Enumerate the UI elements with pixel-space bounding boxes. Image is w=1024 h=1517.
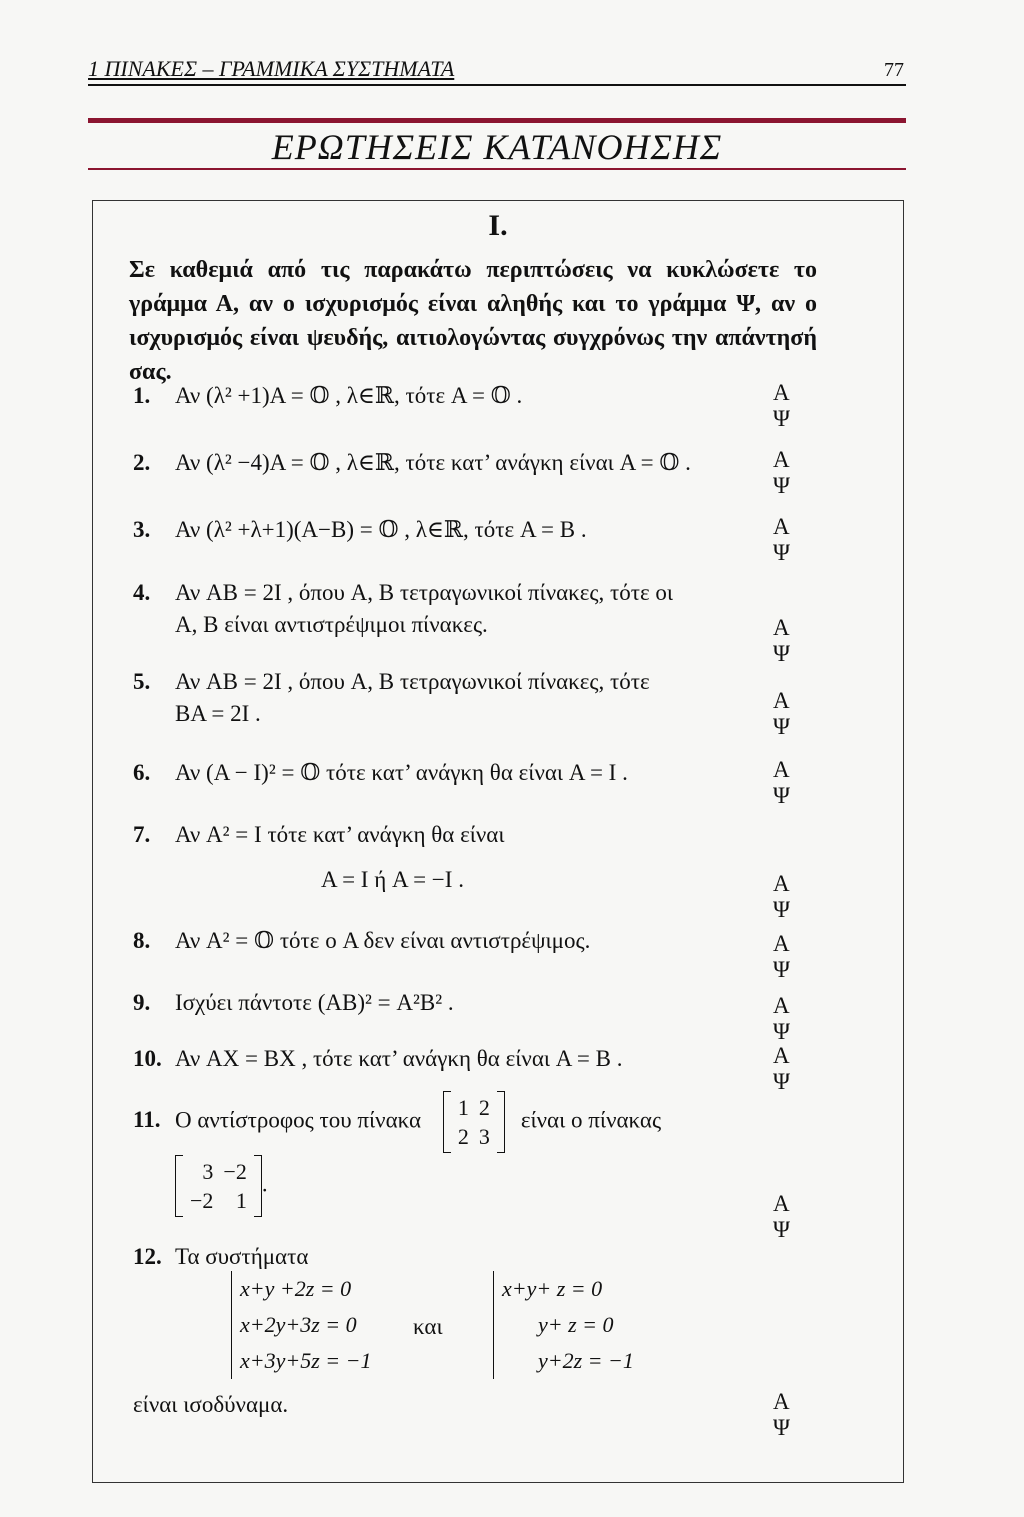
answer-true[interactable]: Α bbox=[773, 1191, 790, 1216]
question-text: Αν (A − I)² = 𝕆 τότε κατ’ ανάγκη θα είναι A = I . bbox=[175, 760, 628, 785]
question-text-line2: A = I ή A = −I . bbox=[321, 867, 464, 892]
section-label: I. bbox=[488, 209, 508, 242]
answer-false[interactable]: Ψ bbox=[773, 406, 790, 431]
answer-false[interactable]: Ψ bbox=[773, 783, 790, 808]
question-text-line2: BA = 2I . bbox=[175, 701, 261, 726]
question-9 bbox=[133, 987, 454, 1019]
matrix-cell: 1 bbox=[457, 1095, 469, 1120]
answer-choices-12 bbox=[773, 1389, 893, 1441]
question-text-post: είναι ο πίνακας bbox=[520, 1107, 662, 1133]
answer-false[interactable]: Ψ bbox=[773, 641, 790, 666]
equation: x+3y+5z = −1 bbox=[240, 1348, 372, 1373]
matrix-b bbox=[175, 1155, 262, 1217]
page-header bbox=[88, 52, 906, 86]
answer-false[interactable]: Ψ bbox=[773, 1069, 790, 1094]
answer-false[interactable]: Ψ bbox=[773, 1019, 790, 1044]
question-number: 12. bbox=[133, 1244, 162, 1269]
answer-choices-2 bbox=[773, 447, 893, 499]
question-3 bbox=[133, 514, 587, 546]
system-2 bbox=[493, 1271, 634, 1379]
banner-rule-bottom bbox=[88, 168, 906, 170]
question-11 bbox=[133, 1091, 661, 1153]
question-4 bbox=[133, 577, 673, 641]
question-number: 1. bbox=[133, 383, 151, 408]
answer-false[interactable]: Ψ bbox=[773, 897, 790, 922]
answer-false[interactable]: Ψ bbox=[773, 957, 790, 982]
question-text: Αν (λ² +λ+1)(A−B) = 𝕆 , λ∈ℝ, τότε A = B . bbox=[175, 517, 587, 542]
answer-true[interactable]: Α bbox=[773, 514, 790, 539]
question-number: 3. bbox=[133, 517, 151, 542]
matrix-cell: −2 bbox=[190, 1188, 214, 1213]
question-6 bbox=[133, 757, 628, 789]
question-number: 7. bbox=[133, 822, 151, 847]
conjunction: και bbox=[413, 1314, 443, 1339]
question-2 bbox=[133, 447, 691, 479]
question-number: 10. bbox=[133, 1046, 162, 1071]
answer-choices-6 bbox=[773, 757, 893, 809]
page-number: 77 bbox=[884, 59, 904, 81]
answer-false[interactable]: Ψ bbox=[773, 473, 790, 498]
equation: x+y+ z = 0 bbox=[502, 1276, 603, 1301]
equation: x+y +2z = 0 bbox=[240, 1276, 352, 1301]
answer-false[interactable]: Ψ bbox=[773, 540, 790, 565]
question-number: 2. bbox=[133, 450, 151, 475]
question-number: 8. bbox=[133, 928, 151, 953]
answer-true[interactable]: Α bbox=[773, 447, 790, 472]
question-11-result bbox=[175, 1155, 268, 1217]
question-number: 4. bbox=[133, 580, 151, 605]
answer-choices-8 bbox=[773, 931, 893, 983]
matrix-cell: 1 bbox=[235, 1188, 247, 1213]
answer-true[interactable]: Α bbox=[773, 757, 790, 782]
question-text-pre: Τα συστήματα bbox=[175, 1244, 309, 1269]
answer-false[interactable]: Ψ bbox=[773, 1217, 790, 1242]
matrix-cell: −2 bbox=[223, 1159, 247, 1184]
banner-rule-top bbox=[88, 118, 906, 123]
answer-choices-9 bbox=[773, 993, 893, 1045]
instructions: Σε καθεμιά από τις παρακάτω περιπτώσεις να κυκλώσετε το γράμμα Α, αν ο ισχυρισμός είναι αληθής και το γράμμα Ψ, αν ο ισχυρισμός είναι ψευδής, αιτιολογώντας συγχρόνως την απάντησή σας. bbox=[129, 257, 817, 385]
answer-choices-7 bbox=[773, 871, 893, 923]
question-8 bbox=[133, 925, 590, 957]
answer-true[interactable]: Α bbox=[773, 688, 790, 713]
answer-choices-5 bbox=[773, 688, 893, 740]
answer-choices-3 bbox=[773, 514, 893, 566]
question-text: Ισχύει πάντοτε (AB)² = A²B² . bbox=[175, 990, 454, 1015]
answer-true[interactable]: Α bbox=[773, 380, 790, 405]
question-number: 11. bbox=[133, 1107, 161, 1133]
question-12 bbox=[133, 1241, 308, 1273]
question-10 bbox=[133, 1043, 622, 1075]
answer-true[interactable]: Α bbox=[773, 871, 790, 896]
answer-true[interactable]: Α bbox=[773, 1043, 790, 1068]
question-text-pre: Ο αντίστροφος του πίνακα bbox=[175, 1107, 422, 1133]
matrix-cell: 3 bbox=[202, 1159, 214, 1184]
question-5 bbox=[133, 666, 650, 730]
answer-choices-11 bbox=[773, 1191, 893, 1243]
question-text-tail: . bbox=[261, 1171, 268, 1197]
question-text: Αν (λ² +1)A = 𝕆 , λ∈ℝ, τότε A = 𝕆 . bbox=[175, 383, 523, 408]
question-number: 5. bbox=[133, 669, 151, 694]
equation: y+2z = −1 bbox=[538, 1348, 634, 1373]
banner-title: ΕΡΩΤΗΣΕΙΣ ΚΑΤΑΝΟΗΣΗΣ bbox=[271, 127, 723, 167]
answer-true[interactable]: Α bbox=[773, 615, 790, 640]
question-text: Αν AX = BX , τότε κατ’ ανάγκη θα είναι A = B . bbox=[175, 1046, 623, 1071]
question-text-line1: Αν AB = 2I , όπου A, B τετραγωνικοί πίνακες, τότε οι bbox=[175, 580, 674, 605]
question-7 bbox=[133, 819, 505, 909]
question-12-post: είναι ισοδύναμα. bbox=[133, 1392, 289, 1417]
question-1 bbox=[133, 380, 522, 412]
matrix-cell: 3 bbox=[478, 1124, 490, 1149]
question-text: Αν A² = 𝕆 τότε ο A δεν είναι αντιστρέψιμος. bbox=[175, 928, 591, 953]
exercise-box bbox=[92, 200, 904, 1483]
answer-choices-4 bbox=[773, 615, 893, 667]
answer-choices-10 bbox=[773, 1043, 893, 1095]
answer-true[interactable]: Α bbox=[773, 1389, 790, 1414]
question-text-line1: Αν AB = 2I , όπου A, B τετραγωνικοί πίνακες, τότε bbox=[175, 669, 650, 694]
answer-true[interactable]: Α bbox=[773, 931, 790, 956]
equation: x+2y+3z = 0 bbox=[240, 1312, 357, 1337]
question-number: 9. bbox=[133, 990, 151, 1015]
question-text-line1: Αν A² = I τότε κατ’ ανάγκη θα είναι bbox=[175, 822, 505, 847]
matrix-a bbox=[443, 1091, 505, 1153]
question-text: Αν (λ² −4)A = 𝕆 , λ∈ℝ, τότε κατ’ ανάγκη είναι A = 𝕆 . bbox=[175, 450, 691, 475]
answer-false[interactable]: Ψ bbox=[773, 1415, 790, 1440]
answer-choices-1 bbox=[773, 380, 893, 432]
answer-false[interactable]: Ψ bbox=[773, 714, 790, 739]
chapter-title: 1 ΠΙΝΑΚΕΣ – ΓΡΑΜΜΙΚΑ ΣΥΣΤΗΜΑΤΑ bbox=[88, 56, 455, 81]
matrix-cell: 2 bbox=[457, 1124, 469, 1149]
matrix-cell: 2 bbox=[478, 1095, 490, 1120]
answer-true[interactable]: Α bbox=[773, 993, 790, 1018]
equation: y+ z = 0 bbox=[538, 1312, 614, 1337]
question-number: 6. bbox=[133, 760, 151, 785]
question-text-line2: A, B είναι αντιστρέψιμοι πίνακες. bbox=[175, 612, 488, 637]
system-1 bbox=[231, 1271, 371, 1379]
